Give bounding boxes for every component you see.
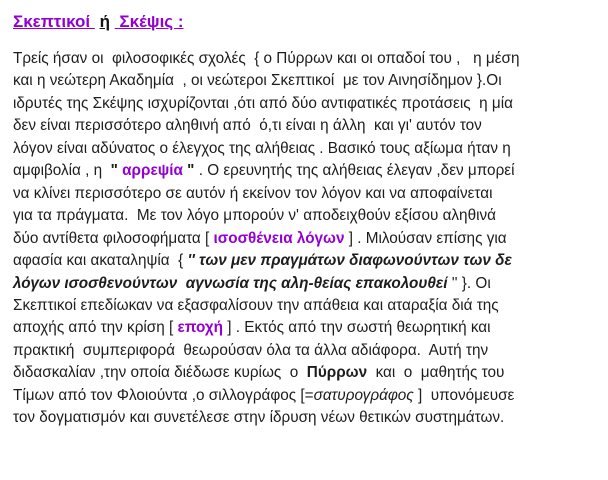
text-run: αρρεψία [122, 162, 183, 180]
text-run: διδασκαλίαν ,την οποία διέδωσε κυρίως ο [13, 364, 307, 382]
text-line [13, 115, 595, 137]
title-link[interactable]: Σκέψις : [114, 12, 184, 31]
text-run: σατυρογράφος [313, 386, 414, 404]
text-line [13, 138, 595, 160]
text-run: λόγον είναι αδύνατος ο έλεγχος της αλήθειας . Βασικό τους αξίωμα ήταν η [13, 139, 511, 157]
text-line [13, 70, 595, 92]
document-body [13, 48, 595, 430]
text-line [13, 340, 595, 362]
text-run: για τα πράγματα. Με τον λόγο μπορούν ν' αποδειχθούν εξίσου αληθινά [13, 207, 496, 225]
text-run: ή [99, 12, 110, 31]
text-run: αφασία και ακαταληψία { [13, 252, 188, 270]
text-run: Πύρρων [306, 364, 368, 382]
text-run: αποχής από την κρίση [ [13, 319, 178, 337]
text-run: Τρείς ήσαν οι φιλοσοφικές σχολές { ο Πύρρων και οι οπαδοί του , η μέση [13, 50, 520, 67]
text-run: Τίμων από τον Φλοιούντα ,ο σιλλογράφος [= [13, 386, 314, 404]
text-run: ιδρυτές της Σκέψης ισχυρίζονται ,ότι από δύο αντιφατικές προτάσεις η μία [13, 94, 513, 112]
text-line [13, 48, 595, 70]
text-run: Σκεπτικοί επεδίωκαν να εξασφαλίσουν την απάθεια και αταραξία διά της [13, 296, 499, 314]
text-run: πρακτική συμπεριφορά θεωρούσαν όλα τα άλλα αδιάφορα. Αυτή την [13, 341, 489, 359]
text-line [13, 183, 595, 205]
text-line [13, 205, 595, 227]
text-run: δεν είναι περισσότερο αληθινή από ό,τι είναι η άλλη και γι' αυτόν τον [13, 117, 482, 135]
text-run: ] . Μιλούσαν επίσης για [344, 229, 507, 247]
text-run: ] υπονόμευσε [413, 386, 515, 404]
text-line [13, 250, 595, 272]
text-line [13, 295, 595, 317]
text-run: " [182, 162, 195, 180]
text-run: και η νεώτερη Ακαδημία , οι νεώτεροι Σκεπτικοί με τον Αινησίδημον }.Οι [13, 72, 502, 90]
text-line [13, 93, 595, 115]
text-run: λόγων ισοσθενούντων αγνωσία της αλη-θείας επακολουθεί [13, 274, 448, 292]
text-run: αμφιβολία , η [13, 162, 111, 180]
text-run: δύο αντίθετα φιλοσοφήματα [ [13, 229, 214, 247]
text-run: ισοσθένεια λόγων [213, 229, 345, 247]
text-run: τον δογματισμόν και συνετέλεσε στην ίδρυση νέων θετικών συστημάτων. [13, 409, 505, 427]
text-line [13, 317, 595, 339]
text-run: " [110, 162, 123, 180]
text-run: . Ο ερευνητής της αλήθειας έλεγαν ,δεν μπορεί [194, 162, 515, 180]
text-line [13, 385, 595, 407]
text-line [13, 362, 595, 384]
text-run: και ο μαθητής του [367, 364, 505, 382]
text-line [13, 228, 595, 250]
page-title [13, 9, 595, 35]
text-run: '' των μεν πραγμάτων διαφωνούντων των δε [187, 252, 512, 270]
text-run: να κλίνει περισσότερο σε αυτόν ή εκείνον τον λόγον και να αποφαίνεται [13, 184, 493, 202]
text-line [13, 407, 595, 429]
title-link[interactable]: Σκεπτικοί [13, 12, 95, 31]
text-run: '' }. Οι [447, 274, 491, 292]
text-run: ] . Εκτός από την σωστή θεωρητική και [223, 319, 491, 337]
text-line [13, 160, 595, 182]
text-line [13, 273, 595, 295]
text-run: εποχή [177, 319, 223, 337]
